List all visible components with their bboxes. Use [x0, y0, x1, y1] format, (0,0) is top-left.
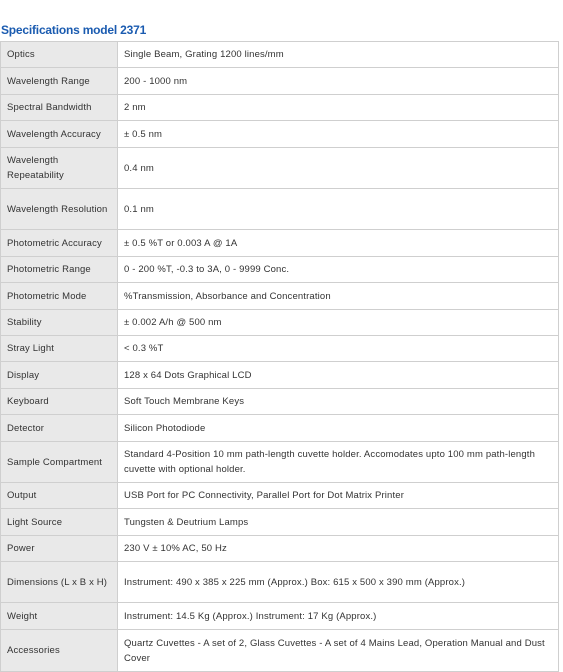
spec-value: < 0.3 %T [118, 336, 559, 362]
spec-row [1, 121, 559, 148]
spec-row [1, 230, 559, 257]
spec-row [1, 42, 559, 68]
spec-label: Sample Compartment [1, 442, 118, 483]
spec-value: Quartz Cuvettes - A set of 2, Glass Cuvettes - A set of 4 Mains Lead, Operation Manual and Dust Cover [118, 630, 559, 672]
spec-label: Wavelength Repeatability [1, 148, 118, 189]
spec-label: Weight [1, 603, 118, 630]
spec-label: Accessories [1, 630, 118, 672]
spec-row [1, 362, 559, 389]
spec-value: ± 0.5 %T or 0.003 A @ 1A [118, 230, 559, 257]
spec-label: Wavelength Resolution [1, 189, 118, 230]
spec-row [1, 603, 559, 630]
spec-row [1, 95, 559, 121]
spec-value: Instrument: 14.5 Kg (Approx.) Instrument: 17 Kg (Approx.) [118, 603, 559, 630]
spec-value: 200 - 1000 nm [118, 68, 559, 95]
spec-row [1, 509, 559, 536]
spec-row [1, 630, 559, 672]
spec-value: 2 nm [118, 95, 559, 121]
spec-label: Wavelength Accuracy [1, 121, 118, 148]
spec-row [1, 442, 559, 483]
spec-value: 230 V ± 10% AC, 50 Hz [118, 536, 559, 562]
page-title: Specifications model 2371 [1, 23, 147, 37]
spec-row [1, 536, 559, 562]
spec-row [1, 336, 559, 362]
spec-label: Dimensions (L x B x H) [1, 562, 118, 603]
spec-label: Spectral Bandwidth [1, 95, 118, 121]
spec-row [1, 415, 559, 442]
spec-value: 128 x 64 Dots Graphical LCD [118, 362, 559, 389]
spec-value: Soft Touch Membrane Keys [118, 389, 559, 415]
spec-label: Output [1, 483, 118, 509]
spec-row [1, 257, 559, 283]
spec-row [1, 483, 559, 509]
specifications-table [0, 41, 559, 672]
spec-label: Optics [1, 42, 118, 68]
spec-value: 0.4 nm [118, 148, 559, 189]
spec-label: Light Source [1, 509, 118, 536]
spec-label: Detector [1, 415, 118, 442]
spec-row [1, 189, 559, 230]
spec-row [1, 283, 559, 310]
spec-label: Wavelength Range [1, 68, 118, 95]
spec-label: Photometric Range [1, 257, 118, 283]
spec-value: Instrument: 490 x 385 x 225 mm (Approx.) Box: 615 x 500 x 390 mm (Approx.) [118, 562, 559, 603]
spec-row [1, 148, 559, 189]
spec-value: 0 - 200 %T, -0.3 to 3A, 0 - 9999 Conc. [118, 257, 559, 283]
spec-value: Single Beam, Grating 1200 lines/mm [118, 42, 559, 68]
spec-row [1, 68, 559, 95]
spec-label: Display [1, 362, 118, 389]
spec-label: Photometric Accuracy [1, 230, 118, 257]
spec-label: Photometric Mode [1, 283, 118, 310]
spec-label: Stability [1, 310, 118, 336]
spec-value: Tungsten & Deutrium Lamps [118, 509, 559, 536]
spec-row [1, 562, 559, 603]
spec-value: USB Port for PC Connectivity, Parallel Port for Dot Matrix Printer [118, 483, 559, 509]
spec-value: 0.1 nm [118, 189, 559, 230]
spec-value: %Transmission, Absorbance and Concentration [118, 283, 559, 310]
spec-value: Silicon Photodiode [118, 415, 559, 442]
spec-value: Standard 4-Position 10 mm path-length cuvette holder. Accomodates upto 100 mm path-length cuvette with optional holder. [118, 442, 559, 483]
specifications-table-body [1, 42, 559, 672]
spec-label: Power [1, 536, 118, 562]
spec-value: ± 0.002 A/h @ 500 nm [118, 310, 559, 336]
spec-row [1, 310, 559, 336]
spec-value: ± 0.5 nm [118, 121, 559, 148]
spec-label: Keyboard [1, 389, 118, 415]
spec-label: Stray Light [1, 336, 118, 362]
spec-row [1, 389, 559, 415]
